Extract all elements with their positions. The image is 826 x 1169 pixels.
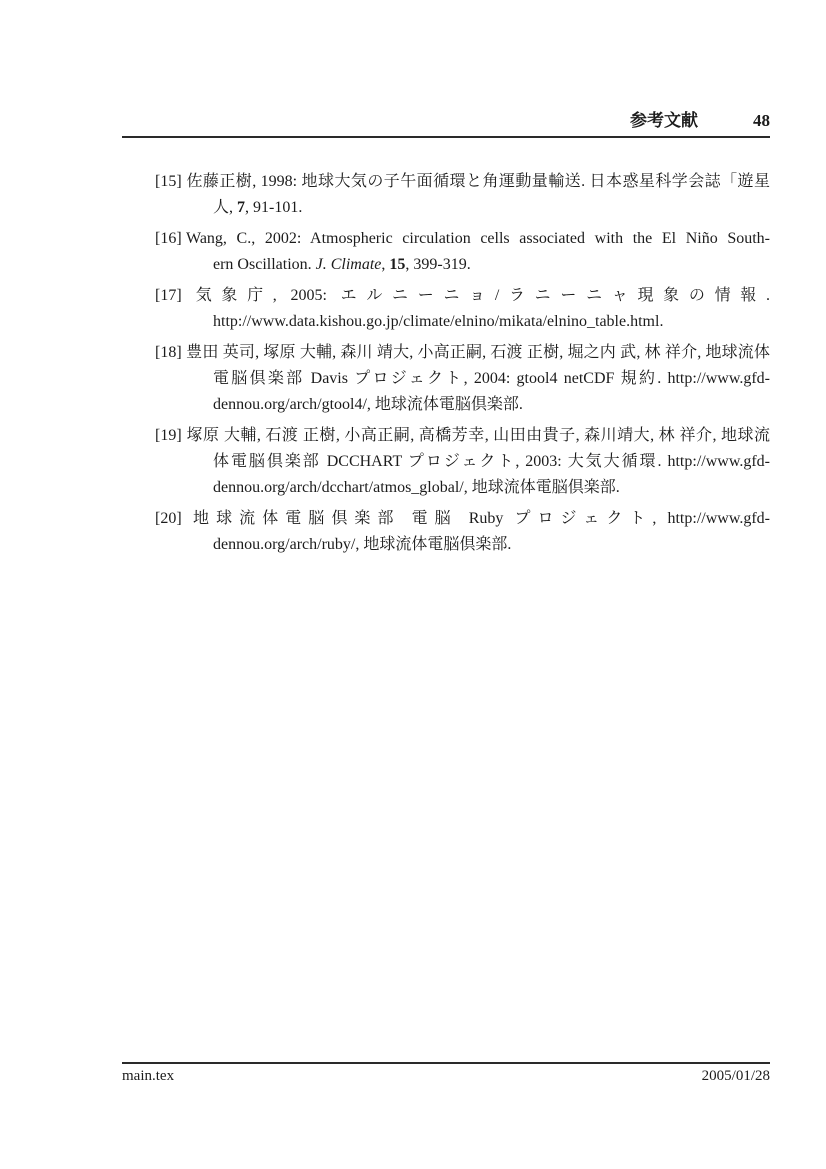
reference-line	[213, 449, 770, 475]
reference-line	[213, 252, 770, 278]
reference-text: 塚原 大輔, 石渡 正樹, 小高正嗣, 高橋芳幸, 山田由貴子, 森川靖大, 林 祥介, 地球流	[186, 427, 770, 444]
reference-item	[122, 226, 770, 278]
header-section-title: 参考文献	[630, 111, 698, 130]
reference-text: 地球流体電脳倶楽部 電脳 Ruby プロジェクト, http://www.gfd-	[186, 510, 770, 527]
footer-date: 2005/01/28	[701, 1068, 770, 1084]
reference-text: http://www.data.kishou.go.jp/climate/elnino/mikata/elnino_table.html.	[213, 313, 664, 330]
reference-text: J. Climate	[315, 256, 382, 273]
reference-label: [15]	[155, 173, 182, 190]
reference-text: ,	[381, 256, 390, 273]
reference-text: , 399-319.	[405, 256, 471, 273]
running-footer	[122, 1066, 770, 1086]
reference-text: 豊田 英司, 塚原 大輔, 森川 靖大, 小高正嗣, 石渡 正樹, 堀之内 武, 林 祥介, 地球流体	[186, 344, 770, 361]
reference-item	[122, 283, 770, 335]
footer-divider	[122, 1062, 770, 1064]
reference-text: ern Oscillation.	[213, 256, 316, 273]
reference-line	[213, 392, 770, 418]
reference-line	[213, 366, 770, 392]
reference-line	[155, 169, 770, 195]
reference-item	[122, 506, 770, 558]
reference-label: [17]	[155, 287, 182, 304]
header-divider	[122, 136, 770, 138]
running-header	[122, 110, 770, 132]
reference-line	[155, 283, 770, 309]
reference-line	[155, 423, 770, 449]
reference-text: , 91-101.	[245, 199, 303, 216]
reference-item	[122, 423, 770, 501]
reference-text: 15	[389, 256, 406, 273]
footer-filename: main.tex	[122, 1068, 175, 1084]
references-list	[122, 169, 770, 563]
reference-line	[213, 532, 770, 558]
reference-text: dennou.org/arch/dcchart/atmos_global/, 地球流体電脳倶楽部.	[213, 479, 620, 496]
reference-text: 人,	[213, 199, 238, 216]
reference-line	[155, 506, 770, 532]
reference-line	[155, 340, 770, 366]
reference-text: dennou.org/arch/gtool4/, 地球流体電脳倶楽部.	[213, 396, 523, 413]
reference-label: [20]	[155, 510, 182, 527]
reference-line	[213, 195, 770, 221]
reference-text: 電脳倶楽部 Davis プロジェクト, 2004: gtool4 netCDF 規約. http://www.gfd-	[213, 370, 770, 387]
reference-text: 7	[237, 199, 246, 216]
reference-label: [18]	[155, 344, 182, 361]
reference-line	[213, 309, 770, 335]
reference-line	[155, 226, 770, 252]
reference-label: [19]	[155, 427, 182, 444]
reference-line	[213, 475, 770, 501]
reference-item	[122, 169, 770, 221]
reference-text: dennou.org/arch/ruby/, 地球流体電脳倶楽部.	[213, 536, 512, 553]
reference-label: [16]	[155, 230, 182, 247]
reference-text: Wang, C., 2002: Atmospheric circulation cells associated with the El Niño South-	[186, 230, 770, 247]
page-number: 48	[753, 111, 770, 130]
reference-item	[122, 340, 770, 418]
reference-text: 気象庁, 2005: エルニーニョ/ラニーニャ現象の情報.	[186, 287, 770, 304]
reference-text: 佐藤正樹, 1998: 地球大気の子午面循環と角運動量輸送. 日本惑星科学会誌「遊星	[186, 173, 770, 190]
reference-text: 体電脳倶楽部 DCCHART プロジェクト, 2003: 大気大循環. http://www.gfd-	[213, 453, 770, 470]
